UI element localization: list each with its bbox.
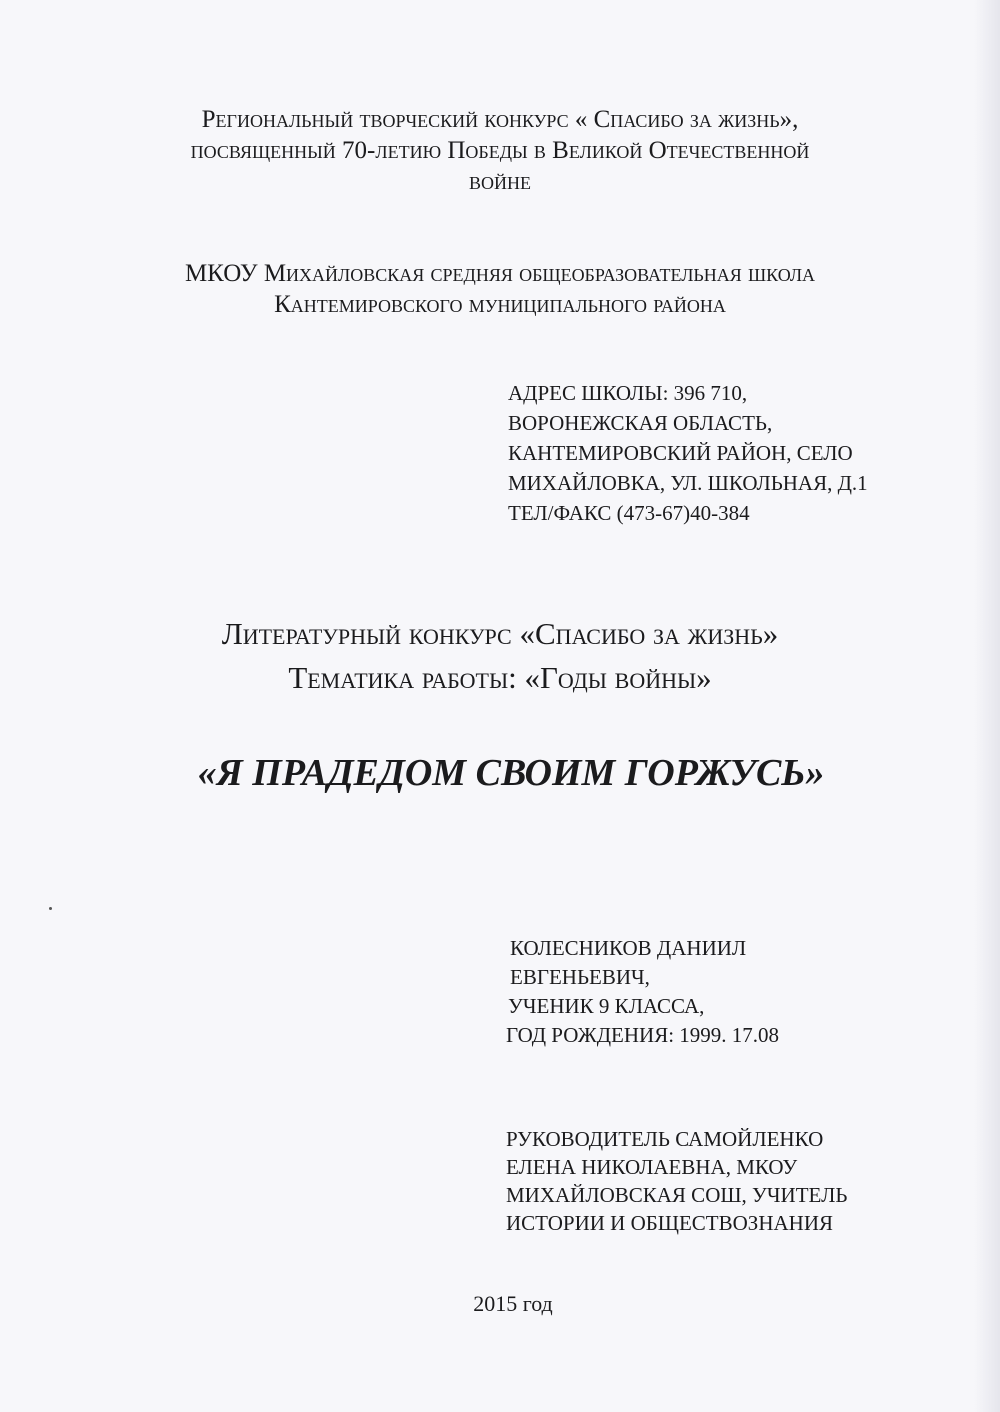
- address-line: АДРЕС ШКОЛЫ: 396 710,: [508, 381, 748, 405]
- address-line: ВОРОНЕЖСКАЯ ОБЛАСТЬ,: [508, 411, 773, 435]
- supervisor-line: МИХАЙЛОВСКАЯ СОШ, УЧИТЕЛЬ: [506, 1183, 848, 1207]
- contest-line: Литературный конкурс «Спасибо за жизнь»: [221, 616, 779, 651]
- student-line: УЧЕНИК 9 КЛАССА,: [508, 994, 705, 1018]
- student-info: [506, 934, 779, 1050]
- student-line: ГОД РОЖДЕНИЯ: 1999. 17.08: [506, 1023, 780, 1047]
- student-line: ЕВГЕНЬЕВИЧ,: [510, 965, 650, 989]
- header-line: посвященный 70-летию Победы в Великой Отечественной: [190, 137, 810, 164]
- contest-info: [0, 612, 1000, 700]
- supervisor-line: РУКОВОДИТЕЛЬ САМОЙЛЕНКО: [506, 1127, 824, 1151]
- paper-speck: [49, 907, 52, 910]
- address-line: ТЕЛ/ФАКС (473-67)40-384: [508, 501, 750, 525]
- header-line: Региональный творческий конкурс « Спасибо за жизнь»,: [201, 106, 799, 133]
- contest-header: [0, 104, 1000, 197]
- contest-line: Тематика работы: «Годы войны»: [288, 660, 712, 695]
- year: 2015 год: [473, 1291, 553, 1316]
- header-line: войне: [469, 168, 531, 195]
- supervisor-info: [506, 1125, 847, 1237]
- student-line: КОЛЕСНИКОВ ДАНИИЛ: [510, 936, 747, 960]
- school-line: Кантемировского муниципального района: [274, 291, 726, 318]
- address-line: МИХАЙЛОВКА, УЛ. ШКОЛЬНАЯ, Д.1: [508, 471, 868, 495]
- school-line: МКОУ Михайловская средняя общеобразовательная школа: [184, 260, 816, 287]
- school-address: [508, 378, 868, 528]
- supervisor-line: ИСТОРИИ И ОБЩЕСТВОЗНАНИЯ: [506, 1211, 833, 1235]
- school-name: [0, 258, 1000, 320]
- work-title: «Я ПРАДЕДОМ СВОИМ ГОРЖУСЬ»: [197, 752, 825, 794]
- supervisor-line: ЕЛЕНА НИКОЛАЕВНА, МКОУ: [506, 1155, 798, 1179]
- address-line: КАНТЕМИРОВСКИЙ РАЙОН, СЕЛО: [508, 441, 853, 465]
